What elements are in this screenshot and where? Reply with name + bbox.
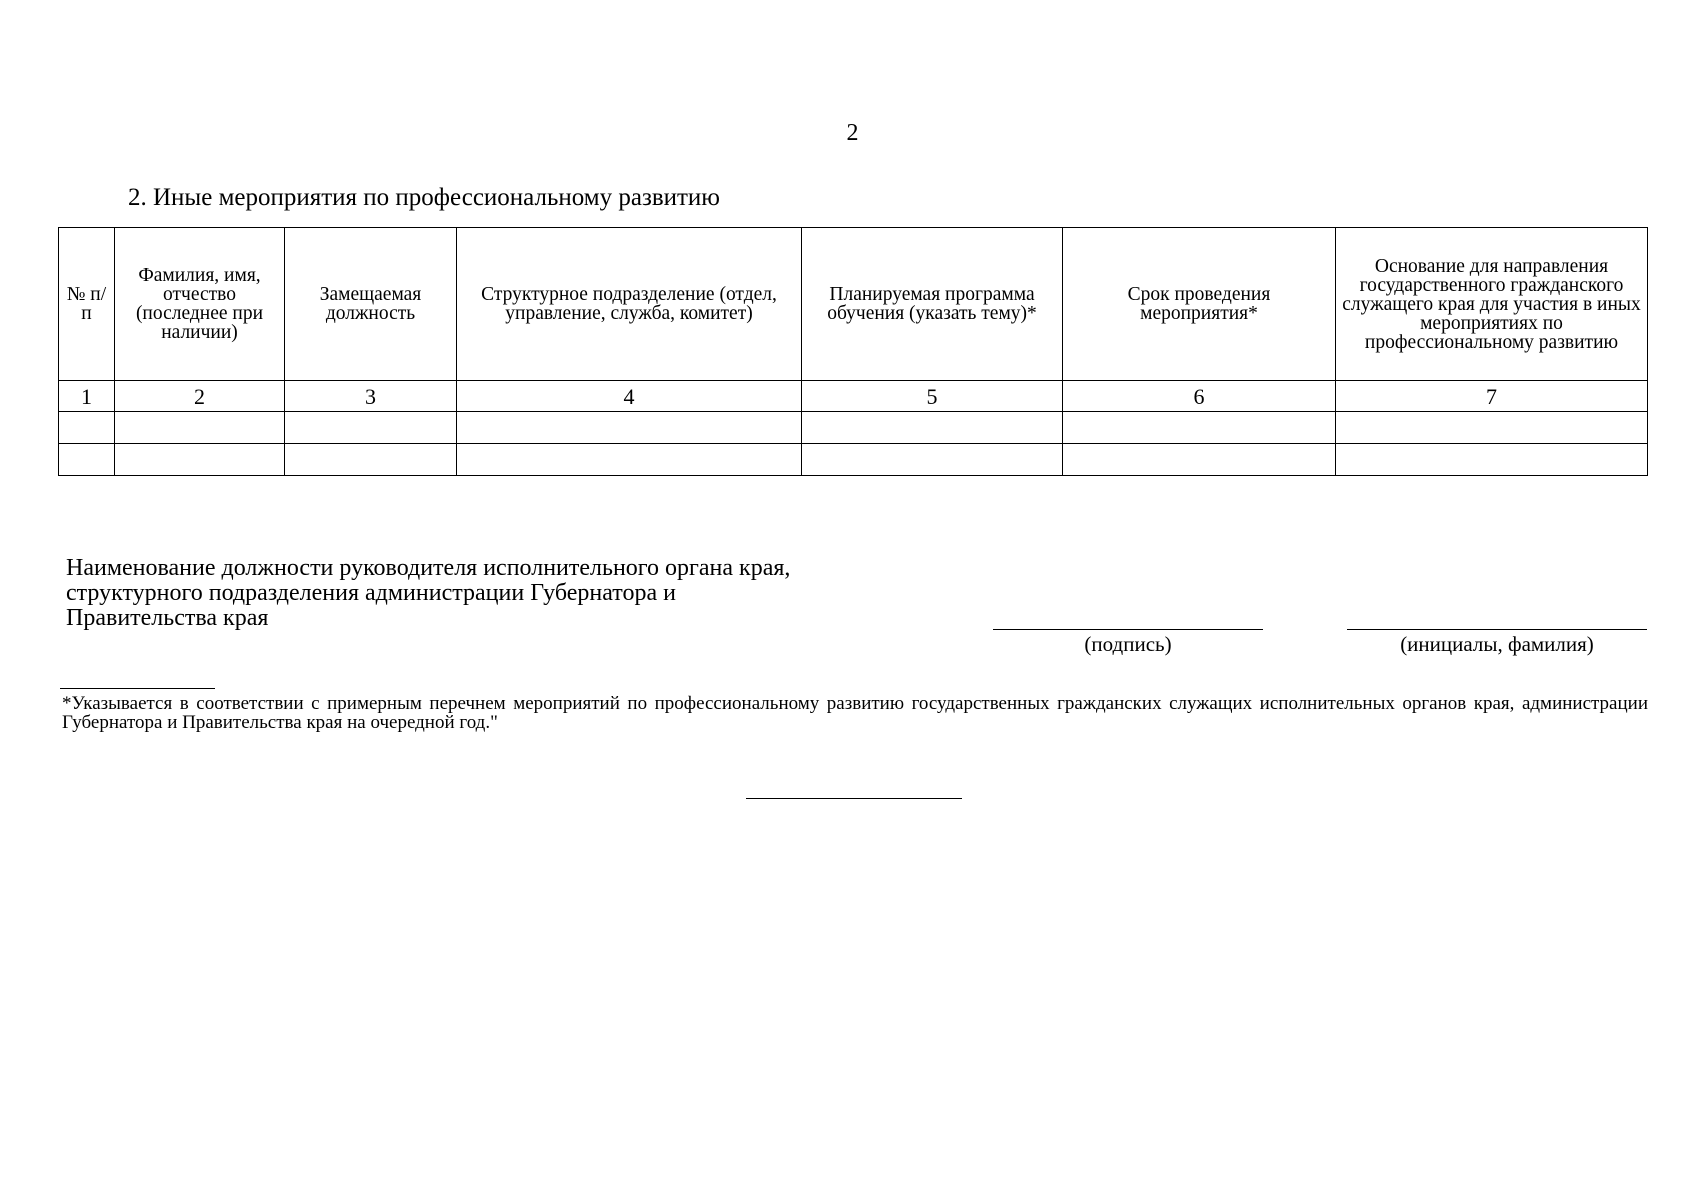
column-number-cell: 4 xyxy=(457,381,802,412)
table-cell xyxy=(802,444,1063,476)
table-row xyxy=(59,444,1648,476)
end-of-document-line xyxy=(746,798,962,799)
column-number-cell: 2 xyxy=(115,381,285,412)
table-cell xyxy=(457,412,802,444)
table-cell xyxy=(1336,412,1648,444)
table-cell xyxy=(285,412,457,444)
name-caption: (инициалы, фамилия) xyxy=(1400,632,1594,656)
footnote: *Указывается в соответствии с примерным перечнем мероприятий по профессиональному развитию государственных гражданских служащих исполнительных органов края, администрации Губернатора и Правительства края на очередной год." xyxy=(62,693,1648,733)
header-cell: Планируемая программа обучения (указать тему)* xyxy=(802,228,1063,381)
signer-position-title: Наименование должности руководителя исполнительного органа края, структурного подразделения администрации Губернатора и Правительства края xyxy=(66,555,791,631)
column-number-row xyxy=(59,381,1648,412)
table-cell xyxy=(802,412,1063,444)
table-cell xyxy=(59,412,115,444)
page-number: 2 xyxy=(846,120,859,146)
header-cell: Основание для направления государственного гражданского служащего края для участия в иных мероприятиях по профессиональному развитию xyxy=(1336,228,1648,381)
section-title: 2. Иные мероприятия по профессиональному развитию xyxy=(128,184,720,211)
column-number-cell: 7 xyxy=(1336,381,1648,412)
column-number-cell: 6 xyxy=(1063,381,1336,412)
footnote-separator xyxy=(60,688,215,689)
column-number-cell: 1 xyxy=(59,381,115,412)
table-cell xyxy=(457,444,802,476)
professional-development-table xyxy=(58,227,1648,476)
table-row xyxy=(59,412,1648,444)
table-cell xyxy=(1336,444,1648,476)
column-number-cell: 5 xyxy=(802,381,1063,412)
table-cell xyxy=(59,444,115,476)
table-header-row xyxy=(59,228,1648,381)
header-cell: Фамилия, имя, отчество (последнее при наличии) xyxy=(115,228,285,381)
table-cell xyxy=(115,444,285,476)
table-cell xyxy=(1063,412,1336,444)
signature-caption: (подпись) xyxy=(1084,632,1172,656)
name-line xyxy=(1347,629,1647,630)
column-number-cell: 3 xyxy=(285,381,457,412)
header-cell: Срок проведения мероприятия* xyxy=(1063,228,1336,381)
header-cell: № п/п xyxy=(59,228,115,381)
header-cell: Структурное подразделение (отдел, управление, служба, комитет) xyxy=(457,228,802,381)
table-cell xyxy=(115,412,285,444)
table-cell xyxy=(1063,444,1336,476)
header-cell: Замещаемая должность xyxy=(285,228,457,381)
signature-line xyxy=(993,629,1263,630)
table-cell xyxy=(285,444,457,476)
